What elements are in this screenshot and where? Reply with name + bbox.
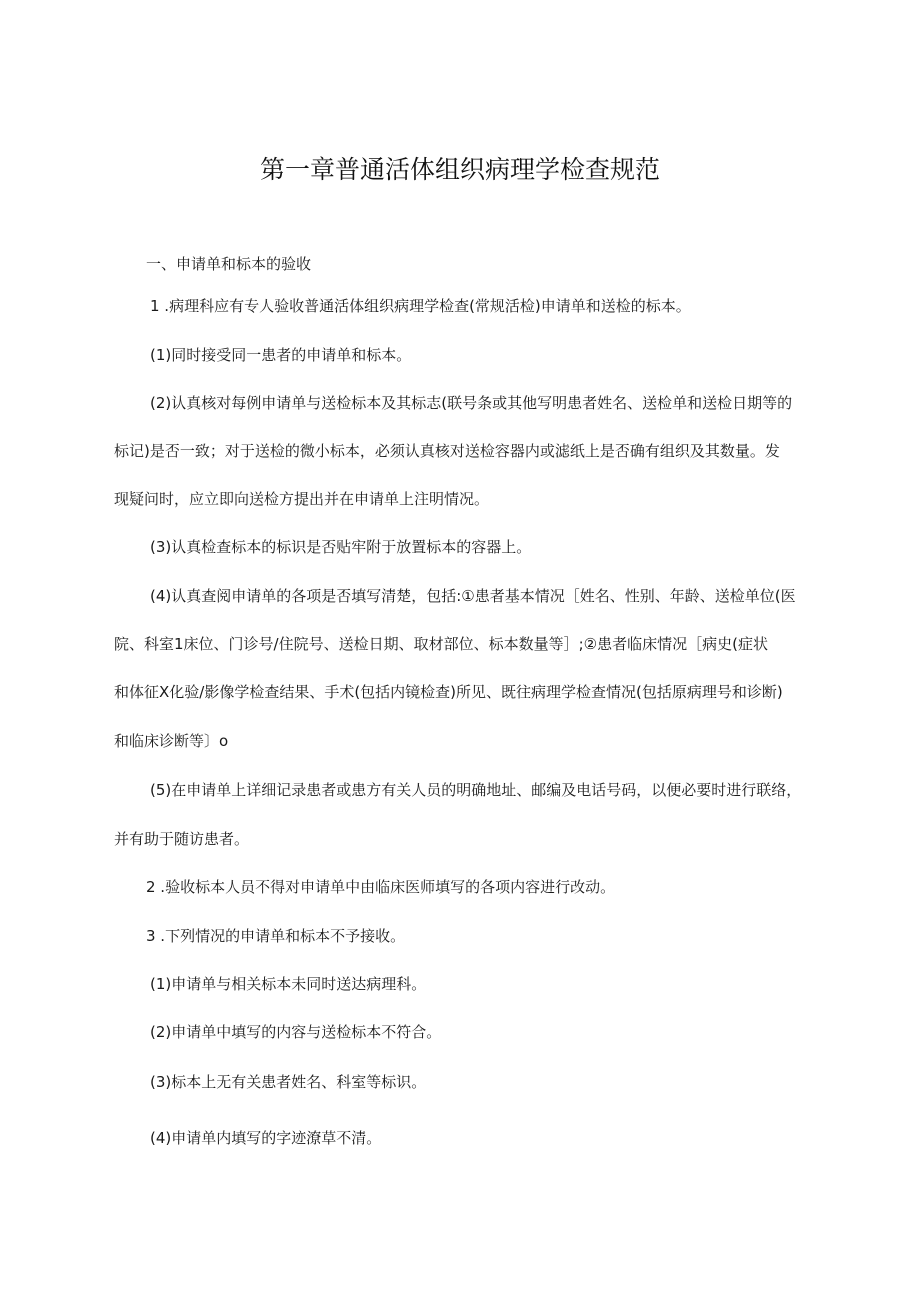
item-1-sub-3: (3)认真检查标本的标识是否贴牢附于放置标本的容器上。: [150, 538, 532, 556]
item-1-sub-2-line-2: 标记)是否一致；对于送检的微小标本，必须认真核对送检容器内或滤纸上是否确有组织及其数量。发: [114, 442, 780, 460]
item-3-sub-1: (1)申请单与相关标本未同时送达病理科。: [150, 975, 427, 993]
item-3-text: 3 .下列情况的申请单和标本不予接收。: [146, 927, 406, 945]
item-3-sub-2: (2)申请单中填写的内容与送检标本不符合。: [150, 1023, 442, 1041]
item-1-sub-5-line-2: 并有助于随访患者。: [114, 830, 250, 848]
item-1-sub-5-line-1: (5)在申请单上详细记录患者或患方有关人员的明确地址、邮编及电话号码，以便必要时进行联络，: [150, 781, 802, 799]
item-1-sub-4-line-3: 和体征X化验/影像学检查结果、手术(包括内镜检查)所见、既往病理学检查情况(包括原病理号和诊断): [114, 683, 783, 701]
page-title: 第一章普通活体组织病理学检查规范: [259, 155, 660, 184]
item-1-sub-4-line-4: 和临床诊断等〕o: [114, 732, 229, 750]
item-1-sub-2-line-1: (2)认真核对每例申请单与送检标本及其标志(联号条或其他写明患者姓名、送检单和送检日期等的: [150, 394, 793, 412]
item-1-sub-4-line-2: 院、科室1床位、门诊号/住院号、送检日期、取材部位、标本数量等］;②患者临床情况［病史(症状: [114, 635, 768, 653]
item-1-sub-2-line-3: 现疑问时，应立即向送检方提出并在申请单上注明情况。: [114, 490, 490, 508]
item-3-sub-4: (4)申请单内填写的字迹潦草不清。: [150, 1129, 382, 1147]
item-2-text: 2 .验收标本人员不得对申请单中由临床医师填写的各项内容进行改动。: [146, 878, 616, 896]
item-1-sub-4-line-1: (4)认真查阅申请单的各项是否填写清楚，包括:①患者基本情况［姓名、性别、年龄、送检单位(医: [150, 587, 796, 605]
item-1-text: 1 .病理科应有专人验收普通活体组织病理学检查(常规活检)申请单和送检的标本。: [150, 297, 691, 315]
item-3-sub-3: (3)标本上无有关患者姓名、科室等标识。: [150, 1073, 427, 1091]
item-1-sub-1: (1)同时接受同一患者的申请单和标本。: [150, 346, 412, 364]
section-heading: 一、申请单和标本的验收: [146, 255, 312, 273]
